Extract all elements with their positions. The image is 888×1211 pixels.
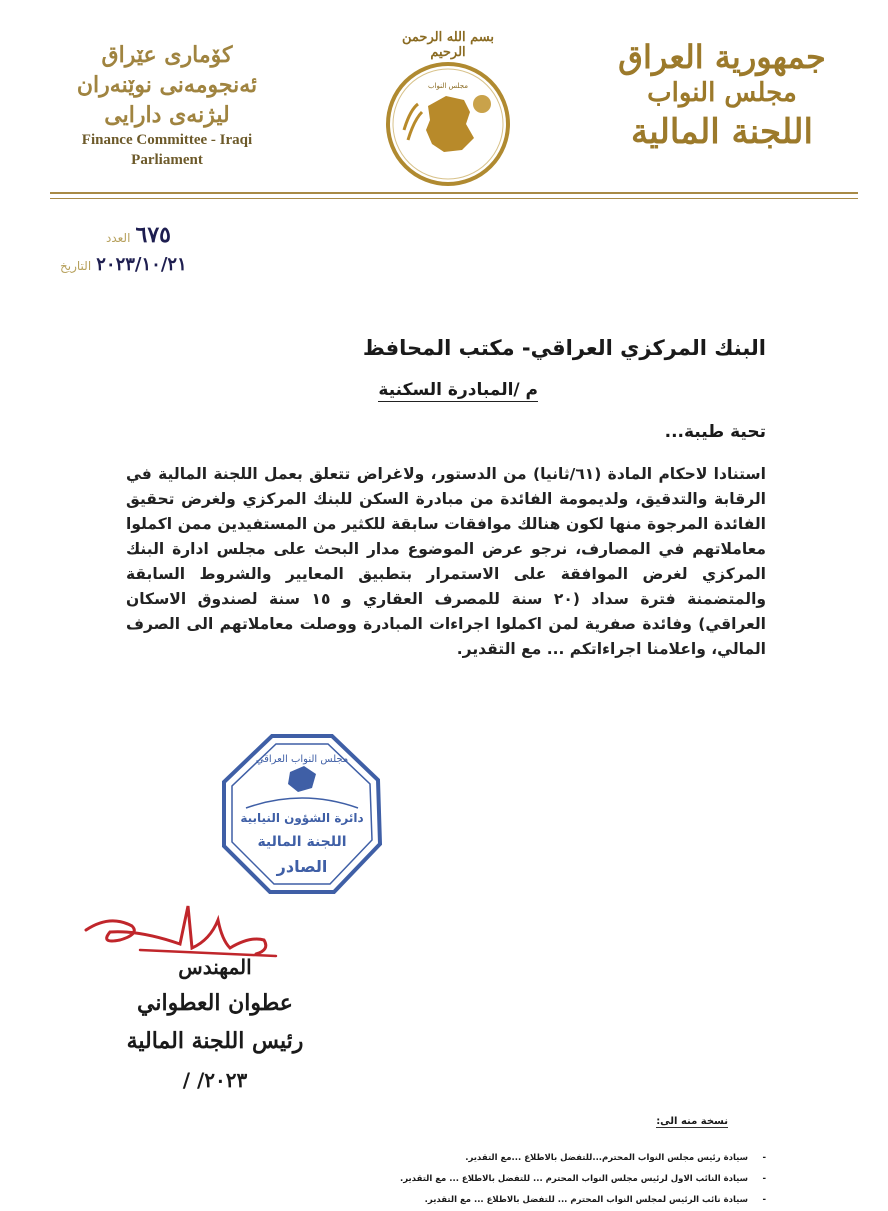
header-committee: اللجنة المالية	[630, 112, 813, 152]
stamp-line-4: الصادر	[276, 857, 328, 876]
stamp-line-1: مجلس النواب العراقي	[255, 754, 349, 765]
cc-item: - سيادة رئيس مجلس النواب المحترم...للتفضل بالاطلاع ...مع التقدير.	[465, 1153, 766, 1163]
date-label: التاريخ	[60, 259, 92, 273]
subject-line: م /المبادرة السكنية	[378, 380, 538, 400]
bismillah: بسم الله الرحمن الرحيم	[402, 30, 494, 60]
header-arabic-block	[612, 38, 832, 154]
header-republic: جمهورية العراق	[618, 38, 826, 76]
signer-role: رئيس اللجنة المالية	[126, 1028, 304, 1054]
header-divider-thin	[50, 198, 858, 199]
official-stamp	[220, 732, 384, 896]
document-number	[56, 222, 171, 248]
signature-date: / /٢٠٢٣	[182, 1068, 248, 1092]
header-kurdish-line-2: ئەنجومەنی نوێنەران	[76, 72, 258, 98]
header-kurdish-line-3: لیژنەی دارایی	[104, 102, 230, 128]
addressee: البنك المركزي العراقي- مكتب المحافظ	[362, 336, 766, 360]
letter-body: استنادا لاحكام المادة (٦١/ثانيا) من الدستور، ولاغراض تتعلق بعمل اللجنة المالية في الرقابة والتدقيق، ولديمومة الفائدة من مبادرة السكن للبنك المركزي ولغرض تحقيق الفائدة المرجوة منها لكون هنالك موافقات سابقة للكثير من المستفيدين ممن اكملوا معاملاتهم في المصارف، نرجو عرض الموضوع مدار البحث على مجلس ادارة البنك المركزي لغرض الموافقة على الاستمرار بتطبيق المعايير والشروط السابقة والمتضمنة فترة سداد (٢٠ سنة للمصرف العقاري و ١٥ سنة لصندوق الاسكان العراقي) وفائدة صفرية لمن اكملوا اجراءات المبادرة ووصلت معاملاتهم الى الصرف المالي، واعلامنا اجراءاتكم ... مع التقدير.	[126, 465, 767, 658]
cc-item: - سيادة النائب الاول لرئيس مجلس النواب المحترم ... للتفضل بالاطلاع ... مع التقدير.	[399, 1174, 766, 1184]
cc-heading: نسخة منه الى:	[656, 1116, 728, 1127]
cc-list	[188, 1148, 766, 1211]
stamp-line-2: دائرة الشؤون النيابية	[240, 811, 364, 825]
document-date	[56, 254, 187, 275]
logo-caption: مجلس النواب	[427, 82, 469, 90]
stamp-line-3: اللجنة المالية	[257, 834, 347, 850]
header-parliament: مجلس النواب	[647, 78, 797, 108]
signer-title: المهندس	[178, 955, 252, 979]
signer-name: عطوان العطواني	[137, 990, 293, 1016]
greeting: تحية طيبة...	[664, 422, 766, 442]
parliament-logo	[384, 60, 512, 188]
header-kurdish-line-1: كۆماری عێراق	[101, 42, 233, 68]
header-english-line-1: Finance Committee - Iraqi	[81, 132, 253, 148]
cc-item: - سيادة نائب الرئيس لمجلس النواب المحترم ... للتفضل بالاطلاع ... مع التقدير.	[424, 1195, 766, 1205]
date-value: ٢٠٢٣/١٠/٢١	[96, 254, 187, 275]
header-english-line-2: Parliament	[131, 152, 203, 168]
header-divider	[50, 192, 858, 194]
header-kurdish-english-block	[52, 40, 282, 170]
number-label: العدد	[106, 231, 131, 245]
number-value: ٦٧٥	[135, 222, 171, 248]
